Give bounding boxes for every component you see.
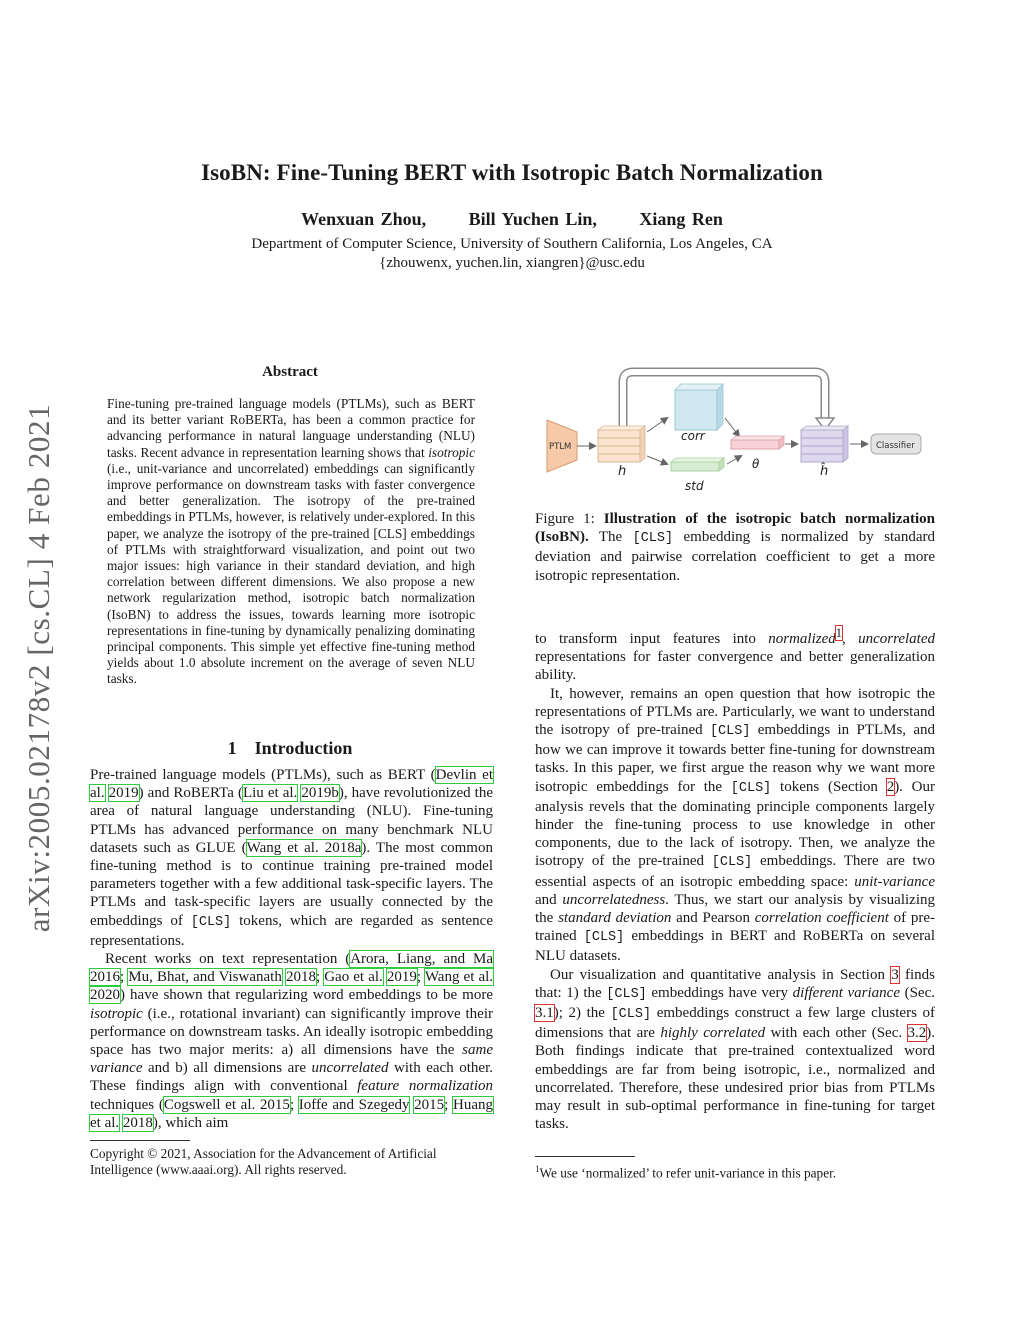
section-number: 1 bbox=[227, 738, 237, 758]
arxiv-identifier: arXiv:2005.02178v2 [cs.CL] 4 Feb 2021 bbox=[21, 403, 56, 933]
citation-link[interactable]: 2019 bbox=[108, 785, 139, 802]
caption-text: The bbox=[588, 529, 633, 546]
author-name: Bill Yuchen Lin, bbox=[468, 209, 597, 229]
footnote-mark: 1 bbox=[535, 1164, 540, 1174]
citation-link[interactable]: 2018 bbox=[122, 1114, 153, 1131]
isobn-diagram bbox=[535, 360, 935, 500]
corr-matrix bbox=[675, 390, 717, 430]
abstract-text: (i.e., unit-variance and uncorrelated) embeddings can significantly improve performance on downstream tasks with faster convergence and better generalization. The isotropy of the pre-trained embeddings in PTLMs, however, is relatively under-explored. In this paper, we analyze the isotropy of the pre-trained [CLS] embeddings of PTLMs with straightforward visualization, and point out two major issues: high variance in their standard deviation, and high correlation between different dimensions. We also propose a new network regularization method, isotropic batch normalization (IsoBN) to address the issues, towards learning more isotropic representations in fine-tuning by dynamically penalizing dominating principal components. This simple yet effective fine-tuning method yields about 1.0 absolute increment on the average of seven NLU tasks. bbox=[107, 460, 475, 687]
citation-link[interactable]: 2019b bbox=[301, 785, 339, 802]
citation-link[interactable]: Ioffe and Szegedy bbox=[298, 1096, 410, 1113]
section-link[interactable]: 3.2 bbox=[907, 1025, 927, 1042]
citation-link[interactable]: Liu et al. bbox=[242, 785, 298, 802]
arxiv-sidebar bbox=[14, 368, 64, 968]
intro-left-column bbox=[90, 766, 493, 1132]
classifier-label: Classifier bbox=[876, 441, 915, 451]
affiliation: Department of Computer Science, University of Southern California, Los Angeles, CA bbox=[251, 236, 773, 252]
h-label: h bbox=[618, 464, 627, 479]
paper-title: IsoBN: Fine-Tuning BERT with Isotropic Batch Normalization bbox=[201, 160, 823, 185]
corr-label: corr bbox=[681, 429, 705, 443]
h-hat-label: ĥ bbox=[820, 464, 829, 479]
theta-label: θ bbox=[752, 457, 760, 471]
citation-link[interactable]: 2020 bbox=[90, 987, 120, 1004]
citation-link[interactable]: Wang et al. bbox=[424, 969, 494, 986]
section-link[interactable]: 2 bbox=[886, 778, 895, 795]
citation-link[interactable]: Gao et al. bbox=[324, 969, 383, 986]
footnote bbox=[535, 1161, 935, 1181]
skip-connection-arrow bbox=[623, 372, 825, 430]
section-heading bbox=[90, 738, 490, 759]
paragraph: Pre-trained language models (PTLMs), such as BERT (Devlin et al. 2019) and RoBERTa (Liu et al. 2019b), have revolutionized the area of natural language understanding (NLU). Fine-tuning PTLMs has advanced performance on many benchmark NLU datasets such as GLUE (Wang et al. 2018a). The most common fine-tuning method is to continue training pre-trained model parameters together with a few additional task-specific layers. The PTLMs and task-specific layers are usually connected by the embeddings of [CLS] tokens, which are regarded as sentence representations. bbox=[90, 767, 494, 949]
caption-label: Figure 1: bbox=[535, 511, 604, 527]
copyright-notice: Copyright © 2021, Association for the Advancement of Artificial Intelligence (www.aaai.org). All rights reserved. bbox=[90, 1146, 437, 1177]
footnote-link[interactable]: 1 bbox=[835, 626, 842, 640]
citation-link[interactable]: 2019 bbox=[386, 969, 417, 986]
section-link[interactable]: 3.1 bbox=[535, 1005, 554, 1022]
figure-1 bbox=[535, 360, 935, 500]
std-label: std bbox=[685, 479, 704, 493]
figure-caption bbox=[535, 510, 935, 585]
paragraph: to transform input features into normalized$^1$, uncorrelated representations for faster convergence and better generalization ability. bbox=[535, 626, 936, 684]
author-name: Xiang Ren bbox=[639, 209, 723, 229]
footnote-rule bbox=[90, 1140, 190, 1141]
ptlm-label: PTLM bbox=[549, 442, 572, 452]
citation-link[interactable]: Wang et al. 2018a bbox=[246, 839, 362, 856]
author-list bbox=[0, 209, 1024, 230]
citation-link[interactable]: Arora, Liang, and Ma 2016 bbox=[90, 951, 493, 986]
author-emails: {zhouwenx, yuchen.lin, xiangren}@usc.edu bbox=[379, 255, 645, 271]
paragraph: Our visualization and quantitative analysis in Section 3 finds that: 1) the [CLS] embeddings have very different variance (Sec. 3.1); 2) the [CLS] embeddings construct a few large clusters of dimensions that are highly correlated with each other (Sec. 3.2). Both findings indicate that pre-trained contextualized word embeddings are far from being isotropic, i.e., normalized and uncorrelated. Therefore, these undesired prior bias from PTLMs may result in sub-optimal performance in fine-tuning for target tasks. bbox=[535, 966, 936, 1133]
citation-link[interactable]: Mu, Bhat, and Viswanath bbox=[128, 969, 282, 986]
abstract-text: Fine-tuning pre-trained language models (PTLMs), such as BERT and its better variant RoBERTa, has been a common practice for advancing performance in natural language understanding (NLU) tasks. Recent advance in representation learning shows that bbox=[107, 396, 475, 460]
citation-link[interactable]: 2018 bbox=[285, 969, 316, 986]
footnote-text: We use ‘normalized’ to refer unit-variance in this paper. bbox=[539, 1165, 837, 1181]
skip-connection-arrow-inner bbox=[623, 372, 825, 430]
paragraph: It, however, remains an open question that how isotropic the representations of PTLMs are. Particularly, we want to understand the isotropy of pre-trained [CLS] embeddings in PTLMs, and how we can improve it towards better fine-tuning for downstream tasks. In this paper, we first argue the reason why we want more isotropic embeddings for the [CLS] tokens (Section 2). Our analysis revels that the dominating principle components largely hinder the fine-tuning process to use knowledge in other components, due to the lack of isotropy. Then, we analyze the isotropy of the pre-trained [CLS] embeddings. There are two essential aspects of an isotropic embedding space: unit-variance and uncorrelatedness. Thus, we start our analysis by visualizing the standard deviation and Pearson correlation coefficient of pre-trained [CLS] embeddings in BERT and RoBERTa on several NLU datasets. bbox=[535, 685, 936, 965]
abstract-emphasis: isotropic bbox=[428, 444, 475, 460]
citation-link[interactable]: Cogswell et al. 2015 bbox=[163, 1096, 290, 1113]
section-link[interactable]: 3 bbox=[891, 966, 899, 983]
caption-text: embedding is normalized by standard deviation and pairwise correlation coefficient to get a more isotropic representation. bbox=[535, 529, 935, 584]
caption-code: [CLS] bbox=[632, 531, 674, 547]
paragraph: Recent works on text representation (Arora, Liang, and Ma 2016; Mu, Bhat, and Viswanath 2018; Gao et al. 2019; Wang et al. 2020) have shown that regularizing word embeddings to be more isotropic (i.e., rotational invariant) can significantly improve their performance on downstream tasks. An ideally isotropic embedding space has two major merits: a) all dimensions have the same variance and b) all dimensions are uncorrelated with each other. These findings align with conventional feature normalization techniques (Cogswell et al. 2015; Ioffe and Szegedy 2015; Huang et al. 2018), which aim bbox=[90, 951, 494, 1131]
abstract-body bbox=[107, 396, 475, 688]
citation-link[interactable]: Devlin et al. bbox=[90, 767, 493, 802]
affiliation-block bbox=[0, 235, 1024, 273]
author-name: Wenxuan Zhou, bbox=[301, 209, 427, 229]
section-title: Introduction bbox=[254, 738, 353, 758]
intro-right-column bbox=[535, 624, 935, 1133]
citation-link[interactable]: 2015 bbox=[414, 1096, 445, 1113]
footnote-rule bbox=[535, 1156, 635, 1157]
caption-title: Illustration of the isotropic batch normalization (IsoBN). bbox=[535, 511, 935, 546]
std-vector bbox=[671, 462, 719, 471]
abstract-heading: Abstract bbox=[262, 364, 318, 380]
theta-vector bbox=[731, 440, 779, 449]
citation-link[interactable]: Huang et al. bbox=[90, 1096, 494, 1131]
